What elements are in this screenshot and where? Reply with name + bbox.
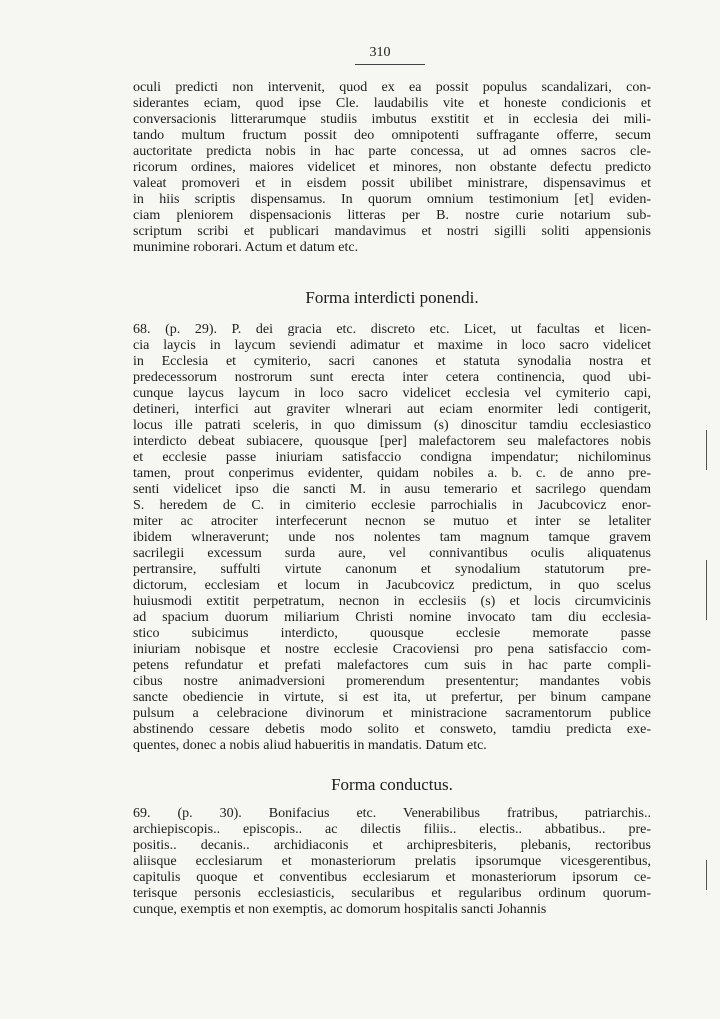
margin-mark <box>706 430 707 470</box>
text-line: conversacionis litterarumque studiis imbutus exstitit et in ecclesia dei mili- <box>133 112 651 127</box>
text-line: aliisque ecclesiarum et monasteriorum prelatis ipsorumque vicesgerentibus, <box>133 854 651 869</box>
heading-forma-conductus: Forma conductus. <box>331 775 453 794</box>
text-line: positis.. decanis.. archidiaconis et archipresbiteris, plebanis, rectoribus <box>133 838 651 853</box>
text-line: in hiis scriptis dispensamus. In quorum omnium testimonium [et] eviden- <box>133 192 651 207</box>
margin-mark <box>706 860 707 890</box>
text-line: capitulis quoque et conventibus ecclesiarum et monasteriorum ipsorum ce- <box>133 870 651 885</box>
heading-forma-interdicti: Forma interdicti ponendi. <box>305 288 479 307</box>
text-line: cunque, exemptis et non exemptis, ac domorum hospitalis sancti Johannis <box>133 902 547 917</box>
text-line: detineri, interfici aut graviter wlnerari aut eciam enormiter ledi contigerit, <box>133 402 651 417</box>
text-line: 69. (p. 30). Bonifacius etc. Venerabilibus fratribus, patriarchis.. <box>133 806 651 821</box>
text-line: in Ecclesia et cymiterio, sacri canones et statuta synodalia nostra et <box>133 354 651 369</box>
text-line: tando multum fructum possit deo omnipotenti suffragante offerre, secum <box>133 128 651 143</box>
text-line: cibus nostre animadversioni promerendum presententur; mandantes vobis <box>133 674 651 689</box>
text-line: et ecclesie passe iniuriam satisfaccio condigna impendatur; nichilominus <box>133 450 651 465</box>
page-number-rule <box>355 64 425 65</box>
text-line: terisque personis ecclesiasticis, secularibus et regularibus ordinum quorum- <box>133 886 651 901</box>
text-line: siderantes eciam, quod ipse Cle. laudabilis vite et honeste condicionis et <box>133 96 651 111</box>
text-line: interdicto debeat subiacere, quousque [per] malefactorem seu malefactores nobis <box>133 434 651 449</box>
text-line: senti videlicet ipso die sancti M. in ausu temerario et sacrilego quendam <box>133 482 651 497</box>
text-line: scriptum scribi et publicari mandavimus et nostri sigilli soliti appensionis <box>133 224 651 239</box>
text-line: cunque laycus laycum in loco sacro videlicet ecclesia vel cymiterio capi, <box>133 386 651 401</box>
text-line: pertransire, suffulti virtute canonum et synodalium statutorum pre- <box>133 562 651 577</box>
text-line: S. heredem de C. in cimiterio ecclesie parrochialis in Jacubcovicz enor- <box>133 498 651 513</box>
text-line: sacrilegii excessum surda aure, vel connivantibus oculis aliquatenus <box>133 546 651 561</box>
text-line: miter ac atrociter interfecerunt necnon se mutuo et inter se letaliter <box>133 514 651 529</box>
paragraph-68-interdict <box>133 322 651 754</box>
text-line: cia laycis in laycum seviendi adimatur et maxime in loco sacro videlicet <box>133 338 651 353</box>
text-line: stico subicimus interdicto, quousque ecclesie memorate passe <box>133 626 651 641</box>
paragraph-69-conductus <box>133 806 651 918</box>
text-line: ciam pleniorem dispensacionis litteras per B. nostre curie notarium sub- <box>133 208 651 223</box>
page-number: 310 <box>369 45 391 60</box>
text-line: pulsum a celebracione divinorum et ministracione sacramentorum publice <box>133 706 651 721</box>
text-line: valeat promoveri et in eisdem possit ubilibet ministrare, dispensavimus et <box>133 176 651 191</box>
text-line: predecessorum nostrorum sunt erecta inter cetera continencia, quod ubi- <box>133 370 651 385</box>
text-line: 68. (p. 29). P. dei gracia etc. discreto etc. Licet, ut facultas et licen- <box>133 322 651 337</box>
text-line: ricorum ordines, maiores videlicet et minores, non obstante defectu predicto <box>133 160 651 175</box>
text-line: huiusmodi extitit perpetratum, necnon in ecclesiis (s) et locis circumvicinis <box>133 594 651 609</box>
text-line: locus ille patrati sceleris, in quo dimissum (s) dinoscitur tamdiu ecclesiastico <box>133 418 651 433</box>
text-line: auctoritate predicta nobis in hac parte concessa, ut ad omnes sacros cle- <box>133 144 651 159</box>
text-line: tamen, prout conperimus evidenter, quidam nobiles a. b. c. de anno pre- <box>133 466 651 481</box>
margin-mark <box>706 560 707 620</box>
text-line: munimine roborari. Actum et datum etc. <box>133 240 359 255</box>
paragraph-dispensation-end <box>133 80 651 256</box>
text-line: archiepiscopis.. episcopis.. ac dilectis filiis.. electis.. abbatibus.. pre- <box>133 822 651 837</box>
text-line: iniuriam nobisque et nostre ecclesie Cracoviensi pro pena satisfaccio com- <box>133 642 651 657</box>
text-line: petens refundatur et prefati malefactores cum suis in hac parte compli- <box>133 658 651 673</box>
text-line: ibidem wlneraverunt; unde nos nolentes tam magnum tamque gravem <box>133 530 651 545</box>
text-line: dictorum, ecclesiam et locum in Jacubcovicz predictum, in quo scelus <box>133 578 651 593</box>
text-line: ad spacium duorum miliarium Christi nomine invocato tam diu ecclesia- <box>133 610 651 625</box>
text-line: quentes, donec a nobis aliud habueritis in mandatis. Datum etc. <box>133 738 487 753</box>
text-line: oculi predicti non intervenit, quod ex ea possit populus scandalizari, con- <box>133 80 651 95</box>
text-line: abstinendo cessare debetis modo solito et consweto, tamdiu predicta exe- <box>133 722 651 737</box>
text-line: sancte obediencie in virtute, si est ita, ut prefertur, per binum campane <box>133 690 651 705</box>
